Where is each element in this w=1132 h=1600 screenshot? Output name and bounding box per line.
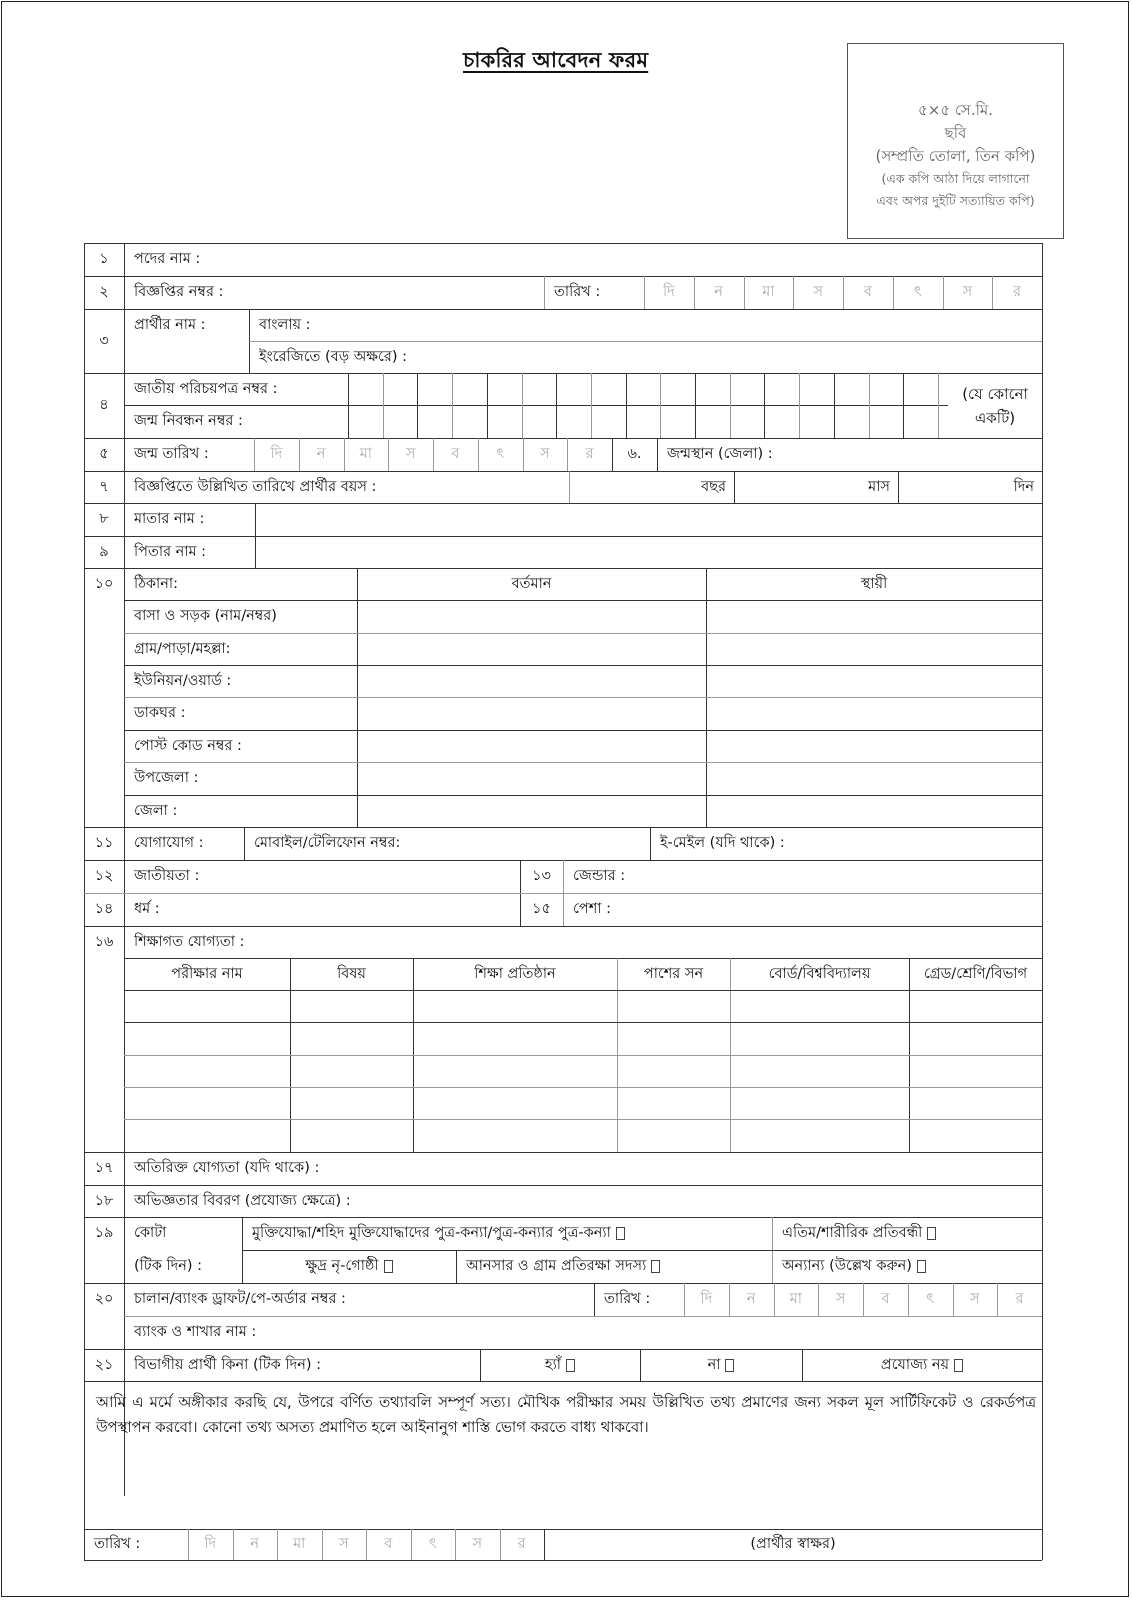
birth-reg-digit-box[interactable] xyxy=(626,405,661,438)
circular-date-box[interactable]: ৎ xyxy=(913,284,922,301)
row-number: ২০ xyxy=(94,1291,114,1308)
row-number: ৬. xyxy=(627,446,642,463)
mother-name-field[interactable] xyxy=(255,503,1042,536)
grid-line xyxy=(388,438,389,471)
grid-line xyxy=(277,1529,278,1560)
birth-reg-digit-box[interactable] xyxy=(869,405,904,438)
birth-reg-digit-box[interactable] xyxy=(487,405,522,438)
row-number: ২ xyxy=(99,284,109,301)
birth-reg-digit-box[interactable] xyxy=(903,405,938,438)
name-english-field[interactable]: ইংরেজিতে (বড় অক্ষরে) : xyxy=(259,348,407,365)
permanent-address-input[interactable] xyxy=(706,730,1042,762)
row-number: ১১ xyxy=(94,835,114,852)
nid-digit-box[interactable] xyxy=(348,373,383,405)
education-cell[interactable] xyxy=(730,990,909,1022)
dob-date-box[interactable]: স xyxy=(405,446,416,463)
permanent-address-input[interactable] xyxy=(706,795,1042,827)
row-number: ১২ xyxy=(94,868,114,885)
education-cell[interactable] xyxy=(909,990,1042,1022)
permanent-address-input[interactable] xyxy=(706,665,1042,697)
nid-digit-box[interactable] xyxy=(487,373,522,405)
grid-line xyxy=(863,1283,864,1316)
declaration-text: আমি এ মর্মে অঙ্গীকার করছি যে, উপরে বর্ণিত তথ্যাবলি সম্পূর্ণ সত্য। মৌখিক পরীক্ষার সময় উল্লিখিত তথ্য প্রমাণের জন্য সকল মূল সার্টিফিকেট ও রেকর্ডপত্র উপস্থাপন করবো। কোনো তথ্য অসত্য প্রমাণিত হলে আইনানুগ শাস্তি ভোগ করতে বাধ্য থাকবো। xyxy=(96,1394,1036,1436)
grid-line xyxy=(1042,243,1043,1560)
departmental-yes-option[interactable]: হ্যাঁ xyxy=(480,1349,640,1381)
row-number: ৯ xyxy=(99,543,109,560)
education-cell[interactable] xyxy=(617,1087,730,1119)
education-column-header: পাশের সন xyxy=(643,965,704,982)
education-cell[interactable] xyxy=(290,1087,413,1119)
checkbox[interactable] xyxy=(384,1260,393,1273)
education-column-header: গ্রেড/শ্রেণি/বিভাগ xyxy=(923,965,1028,982)
present-address-input[interactable] xyxy=(357,600,706,633)
birth-reg-digit-box[interactable] xyxy=(348,405,383,438)
present-address-input[interactable] xyxy=(357,795,706,827)
circular-number-field[interactable]: বিজ্ঞপ্তির নম্বর : xyxy=(134,284,224,301)
education-cell[interactable] xyxy=(730,1087,909,1119)
religion-field[interactable]: ধর্ম : xyxy=(134,901,160,918)
applicant-name-label: প্রার্থীর নাম : xyxy=(134,316,206,333)
challan-date-box[interactable]: দি xyxy=(700,1291,713,1308)
grid-line xyxy=(500,1529,501,1560)
education-cell[interactable] xyxy=(909,1055,1042,1087)
gender-field[interactable]: জেন্ডার : xyxy=(573,868,626,885)
grid-line xyxy=(774,1283,775,1316)
education-cell[interactable] xyxy=(909,1119,1042,1152)
dob-date-box[interactable]: র xyxy=(585,446,594,463)
nid-digit-box[interactable] xyxy=(452,373,487,405)
row-number: ১৭ xyxy=(94,1160,114,1177)
nid-digit-box[interactable] xyxy=(417,373,452,405)
education-cell[interactable] xyxy=(290,1119,413,1152)
present-address-header: বর্তমান xyxy=(511,575,552,592)
quota-option-freedom-fighter[interactable]: মুক্তিযোদ্ধা/শহিদ মুক্তিযোদ্ধাদের পুত্র-কন্যা/পুত্র-কন্যার পুত্র-কন্যা xyxy=(242,1217,772,1250)
checkbox[interactable] xyxy=(566,1359,575,1372)
education-cell[interactable] xyxy=(413,1055,617,1087)
photo-box[interactable] xyxy=(847,43,1064,239)
departmental-candidate-label: বিভাগীয় প্রার্থী কিনা (টিক দিন) : xyxy=(134,1356,321,1373)
grid-line xyxy=(953,1283,954,1316)
dob-date-box[interactable]: ব xyxy=(451,446,460,463)
footer-date-box[interactable]: স xyxy=(338,1536,349,1553)
age-year-field[interactable]: বছর xyxy=(701,478,726,495)
address-field-label: উপজেলা : xyxy=(134,770,199,787)
grid-line xyxy=(992,276,993,309)
education-cell[interactable] xyxy=(413,1119,617,1152)
birth-reg-digit-box[interactable] xyxy=(834,405,869,438)
address-field-label: পোস্ট কোড নম্বর : xyxy=(134,737,242,754)
age-day-field[interactable]: দিন xyxy=(1013,478,1034,495)
age-month-field[interactable]: মাস xyxy=(868,478,890,495)
address-field-label: ইউনিয়ন/ওয়ার্ড : xyxy=(134,672,232,689)
grid-line xyxy=(684,1283,685,1316)
quota-option-orphan-disabled[interactable]: এতিম/শারীরিক প্রতিবন্ধী xyxy=(772,1217,1042,1250)
row-number: ৩ xyxy=(99,332,109,349)
education-cell[interactable] xyxy=(124,990,290,1022)
nid-digit-box[interactable] xyxy=(556,373,591,405)
education-cell[interactable] xyxy=(290,1055,413,1087)
grid-line xyxy=(843,276,844,309)
challan-date-box[interactable]: ৎ xyxy=(926,1291,934,1308)
grid-line xyxy=(893,276,894,309)
circular-date-box[interactable]: র xyxy=(1013,284,1022,301)
education-cell[interactable] xyxy=(909,1022,1042,1055)
nid-digit-box[interactable] xyxy=(383,373,418,405)
present-address-input[interactable] xyxy=(357,697,706,730)
education-cell[interactable] xyxy=(124,1087,290,1119)
education-cell[interactable] xyxy=(413,1087,617,1119)
education-cell[interactable] xyxy=(617,1022,730,1055)
permanent-address-input[interactable] xyxy=(706,697,1042,730)
footer-date-box[interactable]: ৎ xyxy=(428,1536,437,1553)
grid-line xyxy=(344,438,345,471)
footer-date-box[interactable]: স xyxy=(472,1536,483,1553)
checkbox[interactable] xyxy=(954,1359,963,1372)
departmental-na-option[interactable]: প্রযোজ্য নয় xyxy=(802,1349,1042,1381)
present-address-input[interactable] xyxy=(357,762,706,795)
education-cell[interactable] xyxy=(617,1055,730,1087)
footer-date-box[interactable]: র xyxy=(517,1536,526,1553)
grid-line xyxy=(729,1283,730,1316)
dob-date-box[interactable]: দি xyxy=(270,446,283,463)
challan-number-field[interactable]: চালান/ব্যাংক ড্রাফট/পে-অর্ডার নম্বর : xyxy=(134,1291,346,1308)
birth-reg-digit-box[interactable] xyxy=(556,405,591,438)
grid-line xyxy=(433,438,434,471)
grid-line xyxy=(997,1283,998,1316)
dob-date-box[interactable]: ন xyxy=(316,446,326,463)
mobile-field[interactable]: মোবাইল/টেলিফোন নম্বর: xyxy=(254,835,401,852)
birth-reg-digit-box[interactable] xyxy=(660,405,695,438)
grid-line xyxy=(523,438,524,471)
education-cell[interactable] xyxy=(617,1119,730,1152)
occupation-field[interactable]: পেশা : xyxy=(573,901,612,918)
nationality-field[interactable]: জাতীয়তা : xyxy=(134,868,200,885)
quota-option-others[interactable]: অন্যান্য (উল্লেখ করুন) xyxy=(772,1250,1042,1283)
grid-line xyxy=(322,1529,323,1560)
photo-note: (সম্প্রতি তোলা, তিন কপি) xyxy=(875,146,1036,165)
education-cell[interactable] xyxy=(413,990,617,1022)
additional-qualification-field[interactable]: অতিরিক্ত যোগ্যতা (যদি থাকে) : xyxy=(134,1160,320,1177)
checkbox[interactable] xyxy=(651,1260,660,1273)
education-cell[interactable] xyxy=(909,1087,1042,1119)
permanent-address-header: স্থায়ী xyxy=(860,575,888,592)
grid-line xyxy=(84,1560,1042,1561)
grid-line xyxy=(411,1529,412,1560)
bank-branch-field[interactable]: ব্যাংক ও শাখার নাম : xyxy=(134,1324,257,1341)
grid-line xyxy=(793,276,794,309)
education-cell[interactable] xyxy=(730,1119,909,1152)
challan-date-box[interactable]: মা xyxy=(789,1291,802,1308)
grid-line xyxy=(908,1283,909,1316)
footer-date-box[interactable]: ন xyxy=(250,1536,260,1553)
contact-label: যোগাযোগ : xyxy=(134,835,204,852)
circular-date-box[interactable]: ন xyxy=(714,284,723,301)
nid-digit-box[interactable] xyxy=(869,373,904,405)
education-cell[interactable] xyxy=(290,990,413,1022)
footer-date-box[interactable]: মা xyxy=(293,1536,306,1553)
applicant-signature-field[interactable]: (প্রার্থীর স্বাক্ষর) xyxy=(750,1536,836,1553)
birth-reg-digit-box[interactable] xyxy=(695,405,730,438)
education-cell[interactable] xyxy=(730,1055,909,1087)
education-cell[interactable] xyxy=(124,1022,290,1055)
age-label: বিজ্ঞপ্তিতে উল্লিখিত তারিখে প্রার্থীর বয়স : xyxy=(134,478,377,495)
row-number: ১৮ xyxy=(94,1192,114,1209)
grid-line xyxy=(188,1529,189,1560)
photo-size: ৫×৫ সে.মি. xyxy=(918,100,993,119)
row-number: ১৫ xyxy=(532,901,551,918)
nid-digit-box[interactable] xyxy=(799,373,834,405)
email-field[interactable]: ই-মেইল (যদি থাকে) : xyxy=(660,835,785,852)
dob-label: জন্ম তারিখ : xyxy=(134,446,209,463)
photo-label: ছবি xyxy=(944,123,967,142)
row-number: ১৩ xyxy=(532,868,551,885)
circular-date-box[interactable]: দি xyxy=(662,284,675,301)
permanent-address-input[interactable] xyxy=(706,633,1042,665)
circular-date-box[interactable]: মা xyxy=(762,284,775,301)
nid-label: জাতীয় পরিচয়পত্র নম্বর : xyxy=(134,380,278,397)
challan-date-box[interactable]: ন xyxy=(746,1291,756,1308)
father-name-field[interactable] xyxy=(255,536,1042,568)
education-column-header: পরীক্ষার নাম xyxy=(171,965,243,982)
footer-date-box[interactable]: ব xyxy=(384,1536,393,1553)
grid-line xyxy=(644,276,645,309)
education-column-header: বোর্ড/বিশ্ববিদ্যালয় xyxy=(768,965,871,982)
grid-line xyxy=(254,438,255,471)
form-title: চাকরির আবেদন ফরম xyxy=(463,48,649,72)
education-cell[interactable] xyxy=(617,990,730,1022)
mother-name-label: মাতার নাম : xyxy=(134,511,205,528)
address-label: ঠিকানা: xyxy=(134,575,178,592)
birth-reg-digit-box[interactable] xyxy=(417,405,452,438)
row-number: ১৯ xyxy=(94,1225,114,1242)
challan-date-box[interactable]: স xyxy=(835,1291,846,1308)
education-cell[interactable] xyxy=(730,1022,909,1055)
checkbox[interactable] xyxy=(616,1227,625,1240)
row-number: ৭ xyxy=(99,478,109,495)
challan-date-box[interactable]: ব xyxy=(881,1291,890,1308)
checkbox[interactable] xyxy=(927,1227,936,1240)
row-number: ৮ xyxy=(99,511,109,528)
nid-digit-box[interactable] xyxy=(695,373,730,405)
checkbox[interactable] xyxy=(917,1260,926,1273)
nid-digit-box[interactable] xyxy=(730,373,765,405)
quota-option-ansar-vdp[interactable]: আনসার ও গ্রাম প্রতিরক্ষা সদস্য xyxy=(456,1250,772,1283)
dob-date-box[interactable]: মা xyxy=(359,446,372,463)
departmental-no-option[interactable]: না xyxy=(640,1349,802,1381)
note-text: একটি) xyxy=(974,408,1016,427)
address-field-label: বাসা ও সড়ক (নাম/নম্বর) xyxy=(134,608,277,625)
grid-line xyxy=(943,276,944,309)
grid-line xyxy=(818,1283,819,1316)
address-field-label: গ্রাম/পাড়া/মহল্লা: xyxy=(134,640,231,657)
checkbox[interactable] xyxy=(725,1359,734,1372)
date-label: তারিখ : xyxy=(554,284,601,301)
grid-line xyxy=(299,438,300,471)
education-cell[interactable] xyxy=(290,1022,413,1055)
birthplace-field[interactable]: জন্মস্থান (জেলা) : xyxy=(667,446,773,463)
photo-note: (এক কপি আঠা দিয়ে লাগানো xyxy=(881,170,1030,186)
grid-line xyxy=(478,438,479,471)
present-address-input[interactable] xyxy=(357,633,706,665)
note-text: (যে কোনো xyxy=(962,384,1028,403)
challan-date-box[interactable]: স xyxy=(970,1291,980,1308)
education-column-header: শিক্ষা প্রতিষ্ঠান xyxy=(474,965,556,982)
grid-line xyxy=(694,276,695,309)
birth-reg-digit-box[interactable] xyxy=(522,405,557,438)
row-number: ১ xyxy=(99,251,109,268)
nid-digit-box[interactable] xyxy=(626,373,661,405)
birth-reg-digit-box[interactable] xyxy=(591,405,626,438)
permanent-address-input[interactable] xyxy=(706,762,1042,795)
circular-date-box[interactable]: স xyxy=(813,284,823,301)
row-number: ১৬ xyxy=(94,933,114,950)
grid-line xyxy=(455,1529,456,1560)
nid-digit-box[interactable] xyxy=(903,373,938,405)
education-column-header: বিষয় xyxy=(337,965,366,982)
quota-label: কোটা xyxy=(134,1225,167,1242)
either-one-note xyxy=(948,373,1042,438)
nid-digit-box[interactable] xyxy=(522,373,557,405)
father-name-label: পিতার নাম : xyxy=(134,543,207,560)
grid-line xyxy=(567,438,568,471)
birth-reg-label: জন্ম নিবন্ধন নম্বর : xyxy=(134,413,243,430)
nid-digit-box[interactable] xyxy=(764,373,799,405)
dob-date-box[interactable]: স xyxy=(540,446,550,463)
footer-date-label: তারিখ : xyxy=(94,1536,141,1553)
experience-field[interactable]: অভিজ্ঞতার বিবরণ (প্রযোজ্য ক্ষেত্রে) : xyxy=(134,1192,351,1209)
row-number: ২১ xyxy=(94,1356,114,1373)
post-name-field[interactable]: পদের নাম : xyxy=(134,251,201,268)
birth-reg-digit-box[interactable] xyxy=(799,405,834,438)
birth-reg-digit-box[interactable] xyxy=(452,405,487,438)
quota-option-ethnic-minority[interactable]: ক্ষুদ্র নৃ-গোষ্ঠী xyxy=(242,1250,456,1283)
name-bangla-field[interactable]: বাংলায় : xyxy=(259,316,311,333)
grid-line xyxy=(366,1529,367,1560)
circular-date-box[interactable]: ব xyxy=(863,284,872,301)
nid-digit-box[interactable] xyxy=(660,373,695,405)
dob-date-box[interactable]: ৎ xyxy=(496,446,504,463)
education-cell[interactable] xyxy=(124,1119,290,1152)
row-number: ৫ xyxy=(99,446,109,463)
education-label: শিক্ষাগত যোগ্যতা : xyxy=(134,933,245,950)
birth-reg-digit-box[interactable] xyxy=(730,405,765,438)
photo-note: এবং অপর দুইটি সত্যায়িত কপি) xyxy=(876,192,1035,208)
grid-line xyxy=(938,373,939,438)
birth-reg-digit-box[interactable] xyxy=(383,405,418,438)
present-address-input[interactable] xyxy=(357,665,706,697)
challan-date-box[interactable]: র xyxy=(1015,1291,1024,1308)
grid-line xyxy=(233,1529,234,1560)
nid-digit-box[interactable] xyxy=(834,373,869,405)
challan-date-label: তারিখ : xyxy=(604,1291,651,1308)
row-number: ১৪ xyxy=(94,901,114,918)
permanent-address-input[interactable] xyxy=(706,600,1042,633)
grid-line xyxy=(744,276,745,309)
address-field-label: জেলা : xyxy=(134,802,178,819)
education-cell[interactable] xyxy=(413,1022,617,1055)
circular-date-box[interactable]: স xyxy=(962,284,973,301)
nid-digit-box[interactable] xyxy=(591,373,626,405)
grid-line xyxy=(84,1381,1042,1382)
row-number: ৪ xyxy=(99,397,109,414)
birth-reg-digit-box[interactable] xyxy=(764,405,799,438)
footer-date-box[interactable]: দি xyxy=(204,1536,217,1553)
education-cell[interactable] xyxy=(124,1055,290,1087)
present-address-input[interactable] xyxy=(357,730,706,762)
quota-label: (টিক দিন) : xyxy=(134,1258,203,1275)
address-field-label: ডাকঘর : xyxy=(134,705,186,722)
row-number: ১০ xyxy=(94,575,114,592)
